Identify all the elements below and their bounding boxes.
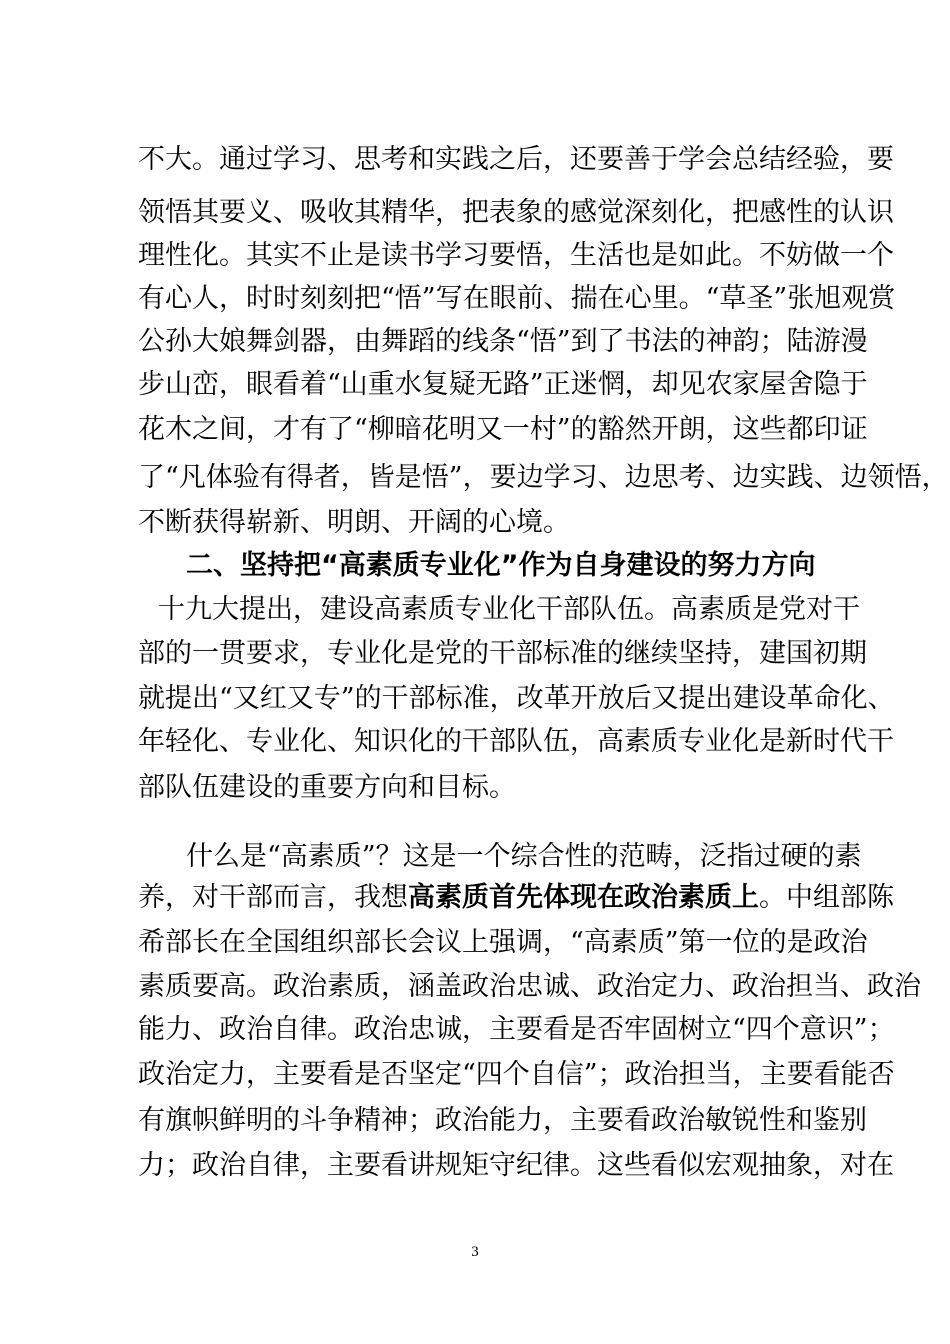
- text-line: 年轻化、专业化、知识化的干部队伍，高素质专业化是新时代干: [138, 726, 894, 757]
- text-line-with-emphasis: [138, 878, 894, 918]
- text-line: 政治定力，主要看是否坚定“四个自信”；政治担当，主要看能否: [138, 1059, 895, 1090]
- text-line: 有旗帜鲜明的斗争精神；政治能力，主要看政治敏锐性和鉴别: [138, 1105, 867, 1136]
- text-line: 花木之间，才有了“柳暗花明又一村”的豁然开朗，这些都印证: [138, 414, 868, 445]
- text-line: 领悟其要义、吸收其精华，把表象的感觉深刻化，把感性的认识: [138, 197, 894, 228]
- text-line: 就提出“又红又专”的干部标准，改革开放后又提出建设革命化、: [138, 683, 895, 714]
- text-line: 了“凡体验有得者，皆是悟”，要边学习、边思考、边实践、边领悟，: [138, 462, 949, 493]
- text-line: 部的一贯要求，专业化是党的干部标准的继续坚持，建国初期: [138, 638, 867, 669]
- page-number: 3: [471, 1244, 479, 1260]
- emphasis-text: 高素质首先体现在政治素质上: [408, 882, 759, 913]
- text-line: 素质要高。政治素质，涵盖政治忠诚、政治定力、政治担当、政治: [138, 971, 921, 1002]
- text-line: 理性化。其实不止是读书学习要悟，生活也是如此。不妨做一个: [138, 240, 894, 271]
- text-line: 力；政治自律，主要看讲规矩守纪律。这些看似宏观抽象，对在: [138, 1150, 894, 1181]
- text-line: 不大。通过学习、思考和实践之后，还要善于学会总结经验，要: [138, 144, 894, 175]
- text-line: 部队伍建设的重要方向和目标。: [138, 772, 516, 803]
- text-line: 步山峦，眼看着“山重水复疑无路”正迷惘，却见农家屋舍隐于: [138, 369, 868, 400]
- text-run: 。中组部陈: [759, 882, 894, 913]
- text-line: 什么是“高素质”？这是一个综合性的范畴，泛指过硬的素: [186, 841, 862, 872]
- text-line: 能力、政治自律。政治忠诚，主要看是否牢固树立“四个意识”；: [138, 1014, 895, 1045]
- section-heading: 二、坚持把“高素质专业化”作为自身建设的努力方向: [186, 550, 816, 581]
- text-line: 不断获得崭新、明朗、开阔的心境。: [138, 507, 570, 538]
- text-line: 十九大提出，建设高素质专业化干部队伍。高素质是党对干: [158, 594, 860, 625]
- text-line: 有心人，时时刻刻把“悟”写在眼前、揣在心里。“草圣”张旭观赏: [138, 283, 896, 314]
- text-line: 希部长在全国组织部长会议上强调，“高素质”第一位的是政治: [138, 927, 868, 958]
- text-run: 养，对干部而言，我想: [138, 882, 408, 913]
- text-line: 公孙大娘舞剑器，由舞蹈的线条“悟”到了书法的神韵；陆游漫: [138, 326, 868, 357]
